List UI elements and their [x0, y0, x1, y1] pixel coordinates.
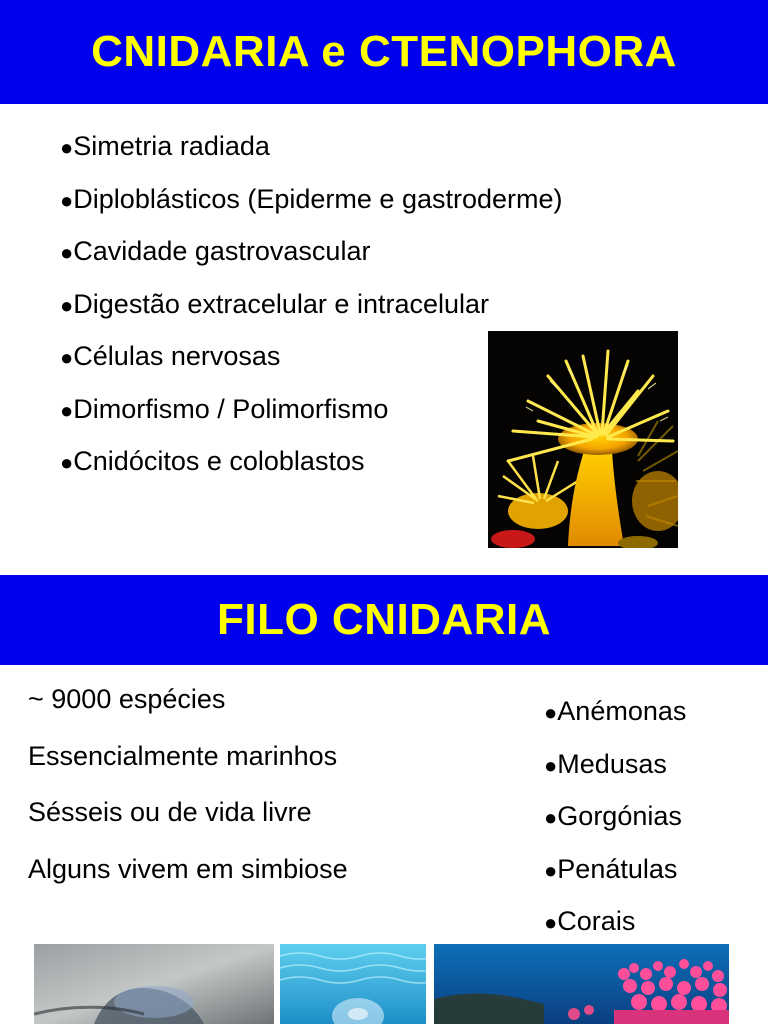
- list-item-text: Cnidócitos e coloblastos: [73, 446, 365, 476]
- soft-coral-photo: [434, 944, 729, 1024]
- list-item: [544, 896, 686, 949]
- fact-item: Essencialmente marinhos: [28, 740, 338, 771]
- list-item-text: Cavidade gastrovascular: [73, 236, 371, 266]
- bullet-icon: ●: [544, 805, 558, 830]
- bullet-icon: ●: [60, 450, 74, 475]
- section-title: FILO CNIDARIA: [216, 595, 552, 644]
- bullet-icon: ●: [60, 240, 74, 265]
- bullet-icon: ●: [544, 752, 558, 778]
- list-item-text: Simetria radiada: [73, 131, 270, 161]
- coral-polyp-photo: [488, 331, 678, 548]
- list-item: [544, 844, 686, 897]
- list-item-text: Dimorfismo / Polimorfismo: [73, 393, 389, 424]
- bullet-icon: ●: [544, 910, 558, 935]
- bullet-icon: ●: [60, 187, 74, 213]
- fact-item: Alguns vivem em simbiose: [28, 853, 348, 884]
- list-item-text: Células nervosas: [73, 341, 281, 371]
- list-item-text: Corais: [557, 906, 636, 936]
- fact-item: Sésseis ou de vida livre: [28, 797, 312, 827]
- list-item: [60, 121, 563, 174]
- title-banner: [0, 0, 768, 104]
- list-item: [544, 686, 686, 739]
- list-item-text: Digestão extracelular e intracelular: [73, 288, 490, 319]
- list-item-text: Gorgónias: [557, 801, 682, 831]
- siphonophore-photo: [34, 944, 274, 1024]
- bullet-icon: ●: [60, 397, 74, 423]
- list-item-text: Anémonas: [557, 696, 687, 726]
- bullet-icon: ●: [60, 345, 74, 370]
- section-banner: [0, 575, 768, 665]
- fact-item: ~ 9000 espécies: [28, 684, 226, 714]
- list-item: [60, 174, 563, 227]
- bullet-icon: ●: [544, 857, 558, 883]
- jellyfish-photo: [280, 944, 426, 1024]
- facts-list: [28, 671, 348, 897]
- list-item: [544, 791, 686, 844]
- bullet-icon: ●: [60, 292, 74, 318]
- list-item-text: Diploblásticos (Epiderme e gastroderme): [73, 183, 563, 214]
- list-item-text: Penátulas: [557, 853, 678, 884]
- list-item: [60, 279, 563, 332]
- page-title: CNIDARIA e CTENOPHORA: [91, 27, 677, 76]
- list-item: [60, 226, 563, 279]
- bullet-icon: ●: [544, 700, 558, 725]
- list-item-text: Medusas: [557, 748, 667, 779]
- list-item: [544, 739, 686, 792]
- bullet-icon: ●: [60, 135, 74, 160]
- groups-list: [544, 686, 686, 949]
